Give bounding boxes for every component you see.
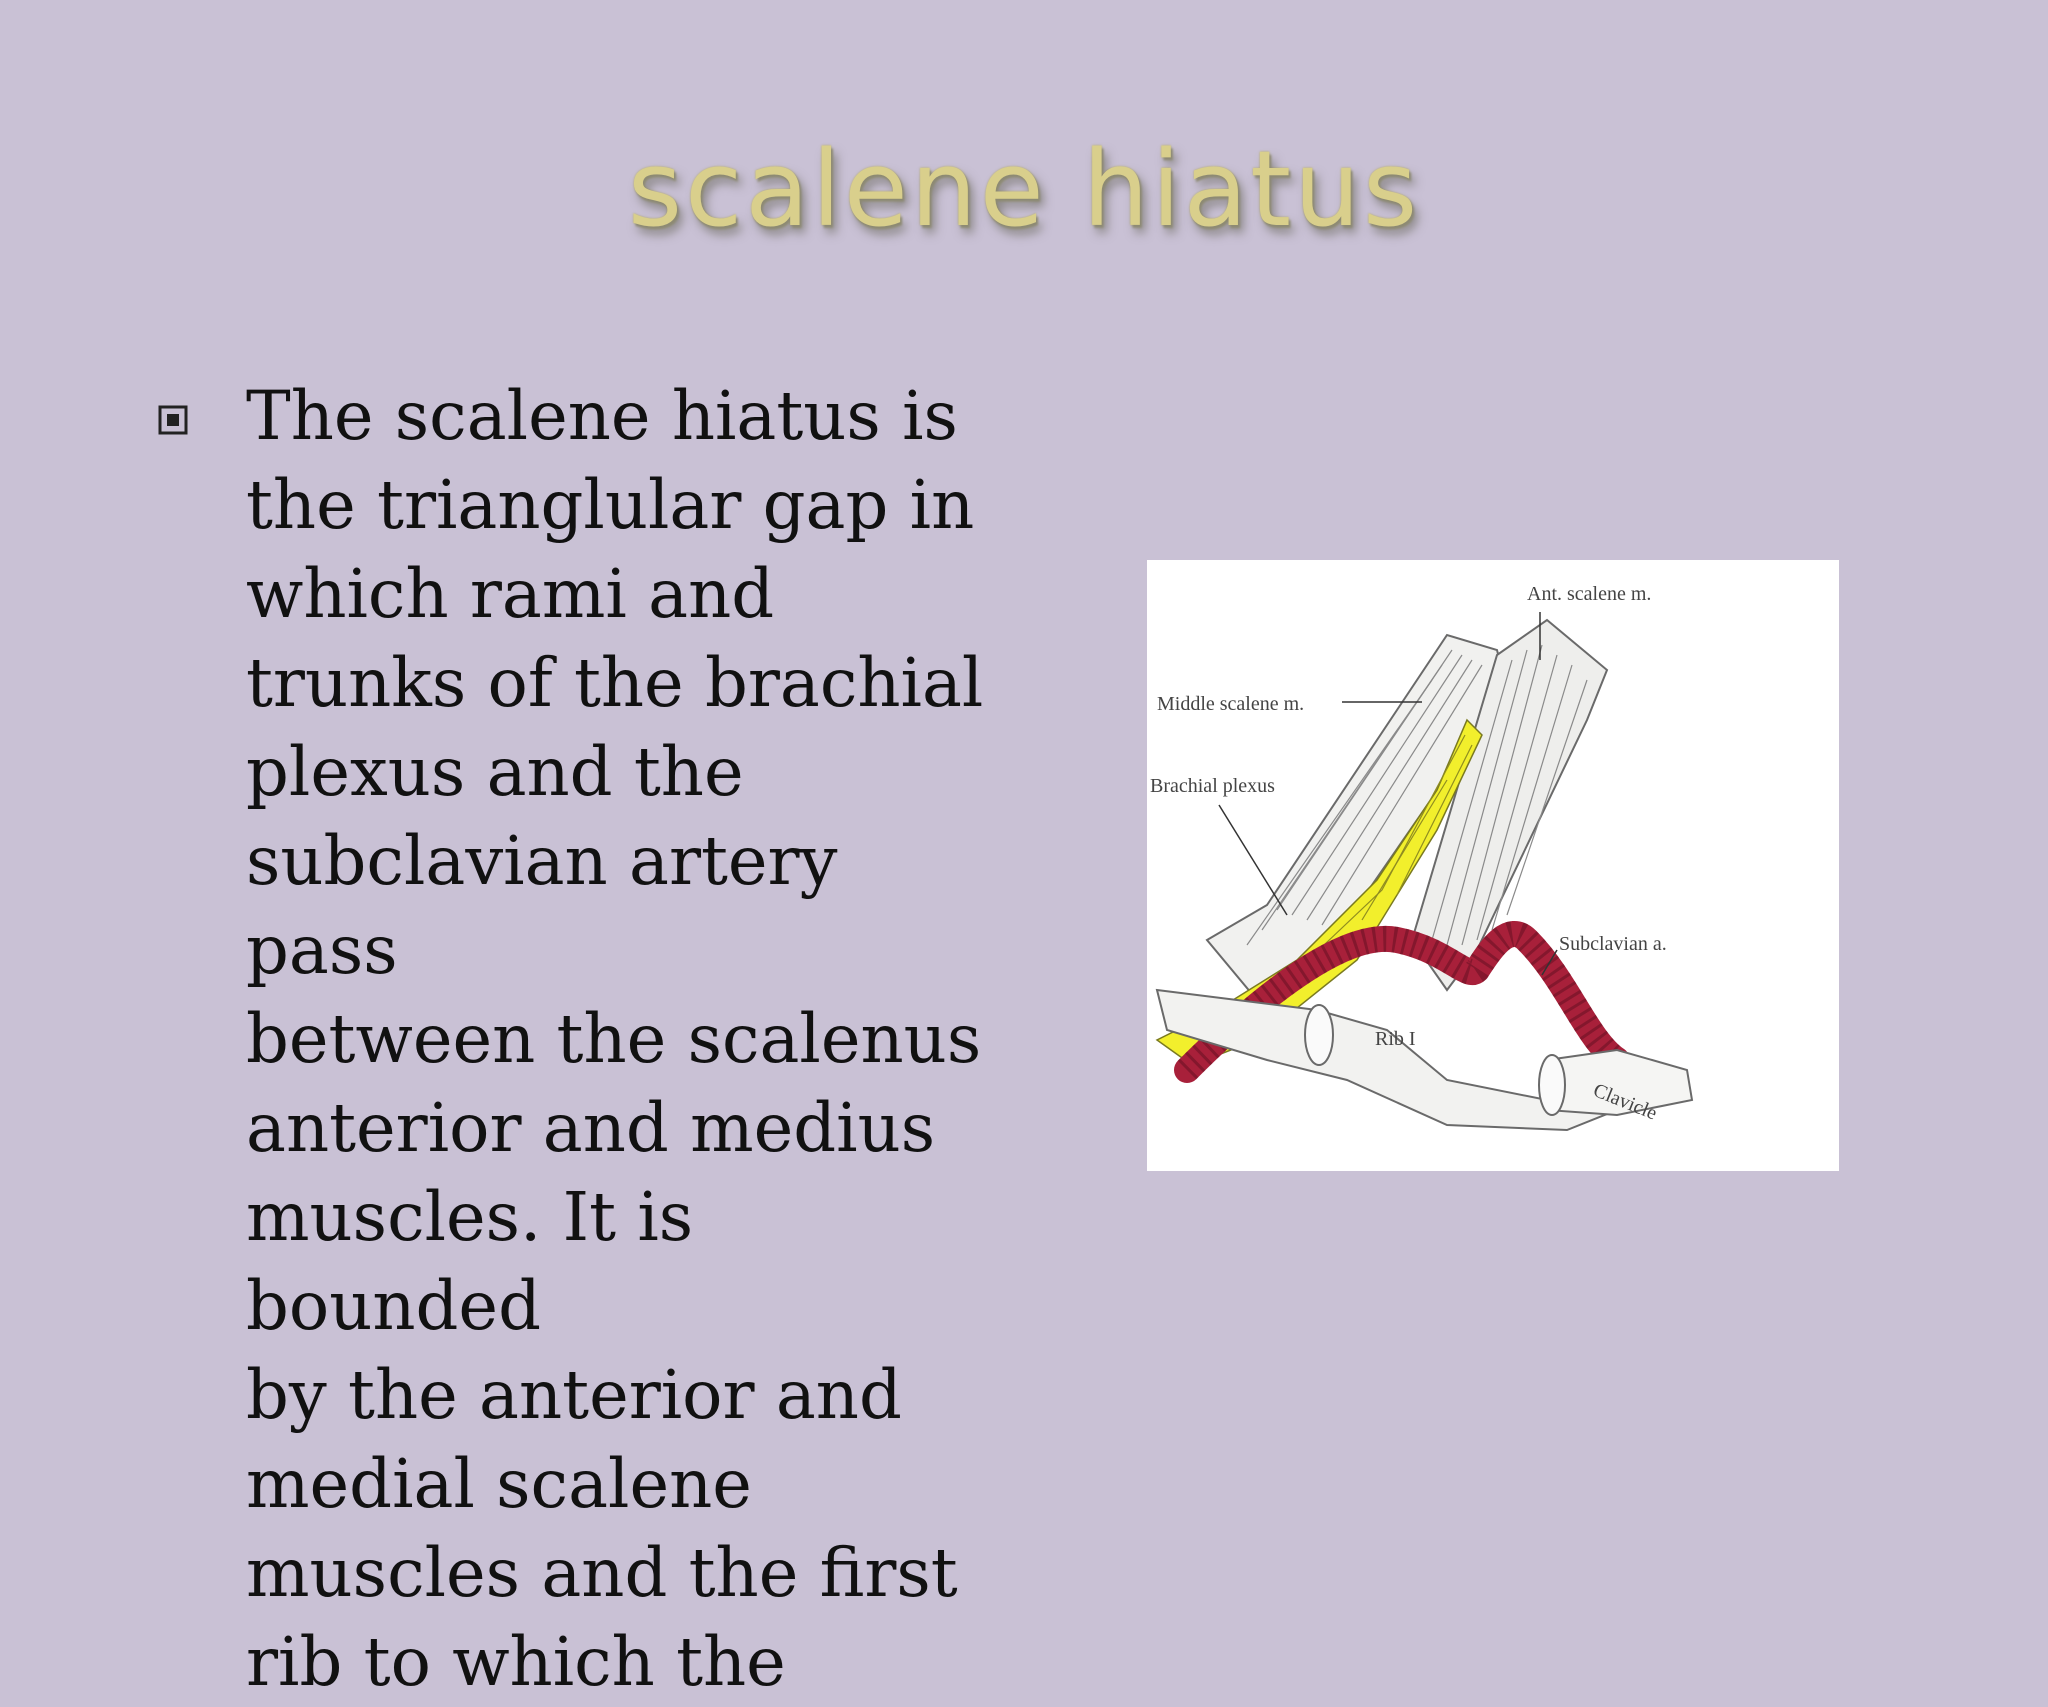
body-line: the trianglular gap in	[246, 466, 975, 544]
body-line: anterior and medius	[246, 1089, 936, 1167]
label-rib: Rib I	[1375, 1028, 1416, 1050]
scalene-anatomy-figure	[1147, 560, 1839, 1171]
body-line: by the anterior and	[246, 1356, 902, 1434]
slide-title: scalene hiatus	[627, 128, 1421, 250]
body-line: muscles and the first	[246, 1534, 958, 1612]
label-brachial-plexus: Brachial plexus	[1150, 775, 1275, 797]
anatomy-illustration	[1147, 560, 1839, 1171]
boxed-square-bullet-icon	[157, 404, 189, 436]
body-line: which rami and	[246, 555, 775, 633]
body-line: between the scalenus	[246, 1000, 982, 1078]
label-middle-scalene: Middle scalene m.	[1157, 693, 1305, 715]
body-line: rib to which the	[246, 1623, 786, 1701]
label-ant-scalene: Ant. scalene m.	[1527, 583, 1652, 605]
label-clavicle: Clavicle	[1590, 1079, 1661, 1125]
body-line: trunks of the brachial	[246, 644, 984, 722]
bullet-paragraph	[246, 372, 1006, 1707]
body-line: subclavian artery pass	[246, 822, 838, 989]
body-line: medial scalene	[246, 1445, 752, 1523]
body-line: The scalene hiatus is	[246, 377, 958, 455]
label-subclavian: Subclavian a.	[1559, 933, 1667, 955]
body-line: plexus and the	[246, 733, 744, 811]
body-line: muscles. It is bounded	[246, 1178, 694, 1345]
